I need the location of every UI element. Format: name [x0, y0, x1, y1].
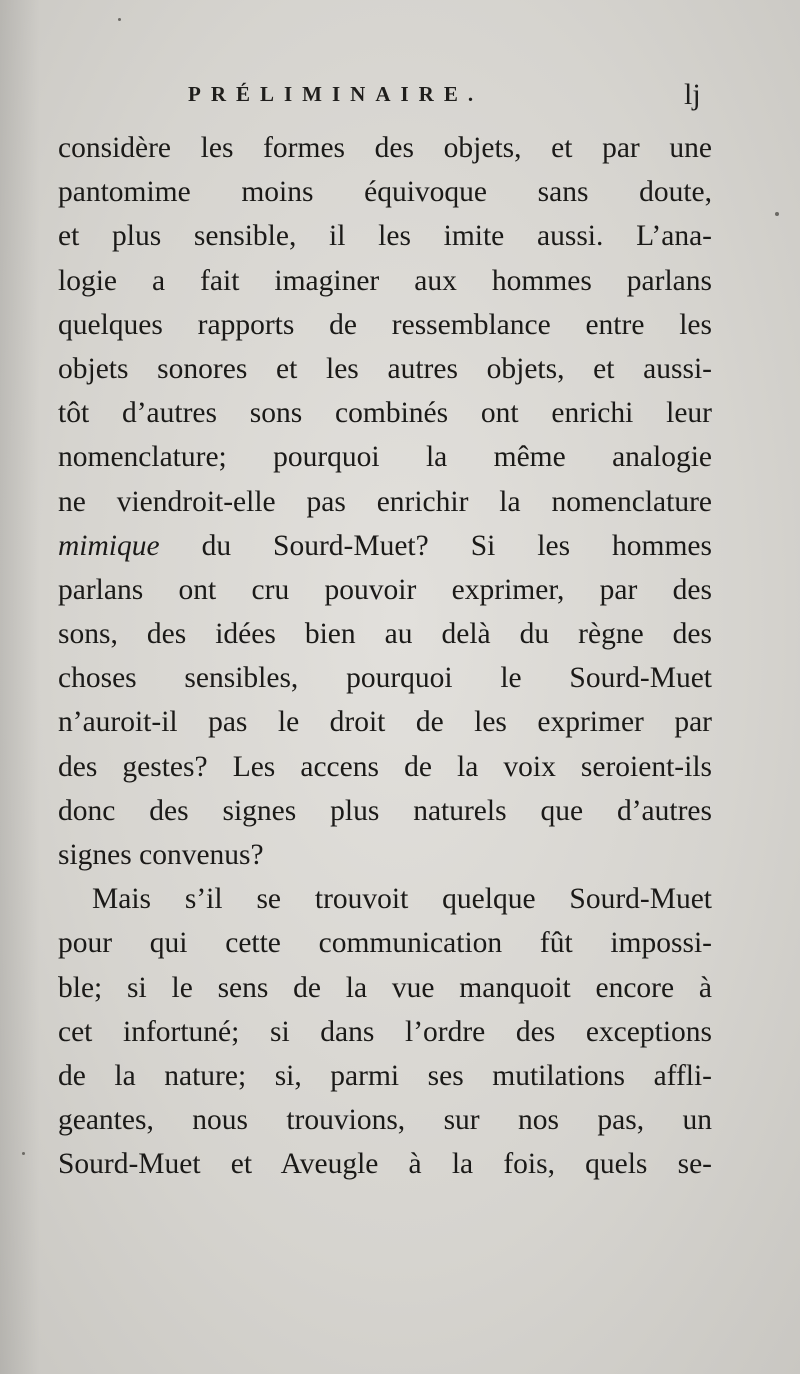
gutter-shadow [0, 0, 40, 1374]
page-header [0, 78, 800, 122]
text-line: logie a fait imaginer aux hommes parlans [58, 264, 712, 297]
text-line: de la nature; si, parmi ses mutilations affli- [58, 1059, 712, 1092]
paper-speck [118, 18, 121, 21]
running-head: PRÉLIMINAIRE. [188, 82, 484, 106]
text-line: et plus sensible, il les imite aussi. L’ana- [58, 220, 712, 253]
text-line: quelques rapports de ressemblance entre les [58, 308, 712, 341]
text-line: parlans ont cru pouvoir exprimer, par des [58, 573, 712, 606]
italic-word: mimique [58, 529, 160, 562]
text-line [58, 524, 712, 568]
text-line: choses sensibles, pourquoi le Sourd-Muet [58, 662, 712, 695]
text-line: nomenclature; pourquoi la même analogie [58, 441, 712, 474]
text-line: objets sonores et les autres objets, et aussi- [58, 352, 712, 385]
paper-speck [775, 212, 779, 216]
paper-speck [22, 1152, 25, 1155]
text-line: tôt d’autres sons combinés ont enrichi leur [58, 397, 712, 430]
text-line: geantes, nous trouvions, sur nos pas, un [58, 1104, 712, 1137]
text-line: sons, des idées bien au delà du règne des [58, 618, 712, 651]
text-line: Mais s’il se trouvoit quelque Sourd-Muet [92, 883, 712, 916]
text-line: signes convenus? [58, 839, 264, 871]
text-line: des gestes? Les accens de la voix seroient-ils [58, 750, 712, 783]
page-number: lj [684, 78, 701, 111]
text-line: ne viendroit-elle pas enrichir la nomenclature [58, 485, 712, 518]
text-line: Sourd-Muet et Aveugle à la fois, quels se- [58, 1148, 712, 1181]
text-line: pantomime moins équivoque sans doute, [58, 176, 712, 209]
text-line: ble; si le sens de la vue manquoit encore à [58, 971, 712, 1004]
text-line: pour qui cette communication fût impossi- [58, 927, 712, 960]
text-line: donc des signes plus naturels que d’autres [58, 794, 712, 827]
text-line-rest: du Sourd-Muet? Si les hommes [159, 529, 712, 562]
text-line: considère les formes des objets, et par une [58, 132, 712, 164]
body-text [58, 126, 712, 1187]
text-line: cet infortuné; si dans l’ordre des exceptions [58, 1015, 712, 1048]
text-line: n’auroit-il pas le droit de les exprimer par [58, 706, 712, 739]
